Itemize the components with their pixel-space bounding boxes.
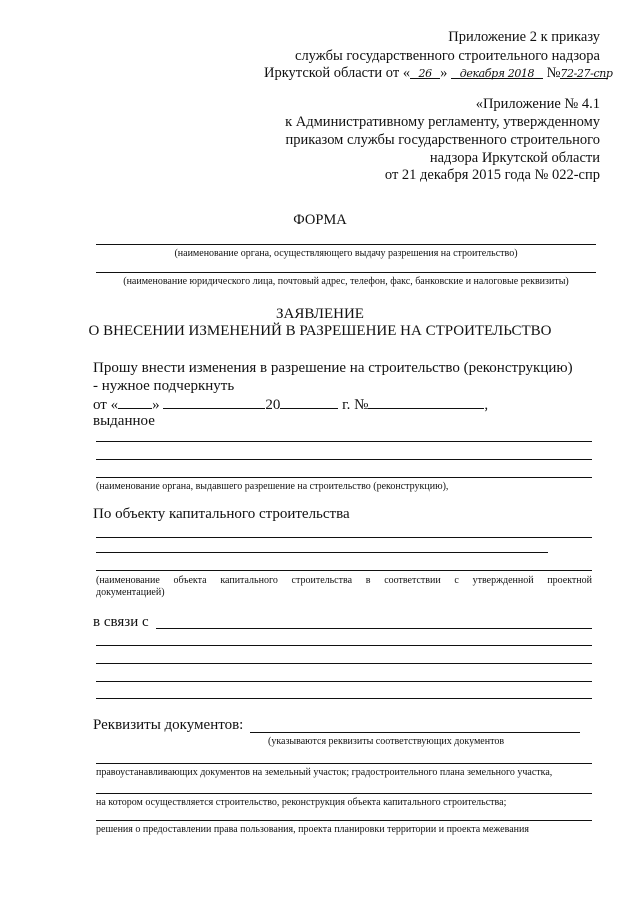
permit-date-quote: » [152, 397, 160, 413]
issued-blank-line-1[interactable] [96, 441, 592, 442]
docs-blank-line-4[interactable] [96, 820, 592, 821]
object-blank-line-3[interactable] [96, 570, 592, 571]
permit-date-prefix: от « [93, 397, 119, 413]
issued-blank-line-2[interactable] [96, 459, 592, 460]
appendix-date-prefix: Иркутской области от « [264, 65, 411, 81]
appendix-day: 26 [410, 65, 440, 79]
appendix-line-3 [264, 64, 613, 82]
reglament-line-4: надзора Иркутской области [429, 150, 600, 166]
reglament-line-5: от 21 декабря 2015 года № 022-спр [384, 167, 600, 183]
issuer-blank-line[interactable] [96, 244, 596, 245]
permit-number-sign: г. № [342, 397, 369, 413]
permit-year-field[interactable] [280, 395, 338, 409]
reason-blank-line-2[interactable] [96, 645, 592, 646]
issued-blank-line-3[interactable] [96, 477, 592, 478]
appendix-month: декабря 2018 [451, 65, 543, 79]
docs-caption-4: решения о предоставлении права пользования, проекта планировки территории и проекта межевания [96, 824, 529, 835]
docs-blank-line-1[interactable] [250, 732, 580, 733]
reason-label: в связи с [93, 614, 149, 630]
appendix-quote: » [440, 65, 448, 81]
appendix-number: 72-27-спр [560, 67, 613, 80]
reason-blank-line-5[interactable] [96, 698, 592, 699]
object-blank-line-2[interactable] [96, 552, 548, 553]
object-caption-line-1: (наименование объекта капитального строительства в соответствии с утвержденной проектной [96, 575, 592, 586]
object-label: По объекту капитального строительства [93, 506, 350, 522]
docs-label: Реквизиты документов: [93, 717, 244, 733]
permit-day-field[interactable] [118, 395, 152, 409]
docs-blank-line-2[interactable] [96, 763, 592, 764]
statement-subtitle: О ВНЕСЕНИИ ИЗМЕНЕНИЙ В РАЗРЕШЕНИЕ НА СТРОИТЕЛЬСТВО [88, 323, 552, 339]
issued-label: выданное [93, 413, 155, 429]
permit-number-field[interactable] [368, 395, 484, 409]
applicant-blank-line[interactable] [96, 272, 596, 273]
permit-month-field[interactable] [163, 395, 265, 409]
statement-title: ЗАЯВЛЕНИЕ [276, 306, 364, 322]
issuer-caption: (наименование органа, осуществляющего выдачу разрешения на строительство) [174, 248, 518, 259]
docs-blank-line-3[interactable] [96, 793, 592, 794]
docs-caption-3: на котором осуществляется строительство, реконструкция объекта капитального строительства; [96, 797, 507, 808]
reason-blank-line-4[interactable] [96, 681, 592, 682]
request-text: Прошу внести изменения в разрешение на строительство (реконструкцию) [93, 360, 573, 376]
appendix-number-sign: № [546, 65, 561, 81]
object-blank-line-1[interactable] [96, 537, 592, 538]
appendix-line-1: Приложение 2 к приказу [448, 29, 600, 45]
reason-blank-line-3[interactable] [96, 663, 592, 664]
appendix-line-2: службы государственного строительного надзора [295, 48, 600, 64]
object-caption-line-2: документацией) [96, 587, 165, 598]
applicant-caption: (наименование юридического лица, почтовый адрес, телефон, факс, банковские и налоговые реквизиты) [123, 276, 569, 287]
reglament-line-2: к Административному регламенту, утвержденному [285, 114, 600, 130]
reglament-line-1: «Приложение № 4.1 [475, 96, 600, 112]
permit-comma: , [484, 397, 489, 413]
reglament-line-3: приказом службы государственного строительного [285, 132, 600, 148]
form-title: ФОРМА [293, 212, 347, 228]
docs-caption-2: правоустанавливающих документов на земельный участок; градостроительного плана земельного участка, [96, 767, 553, 778]
docs-caption-1: (указываются реквизиты соответствующих документов [268, 736, 505, 747]
issuing-body-caption: (наименование органа, выдавшего разрешение на строительство (реконструкцию), [96, 481, 449, 492]
reason-blank-line-1[interactable] [156, 628, 592, 629]
request-note: - нужное подчеркнуть [93, 378, 235, 394]
permit-year-prefix: 20 [265, 397, 281, 413]
